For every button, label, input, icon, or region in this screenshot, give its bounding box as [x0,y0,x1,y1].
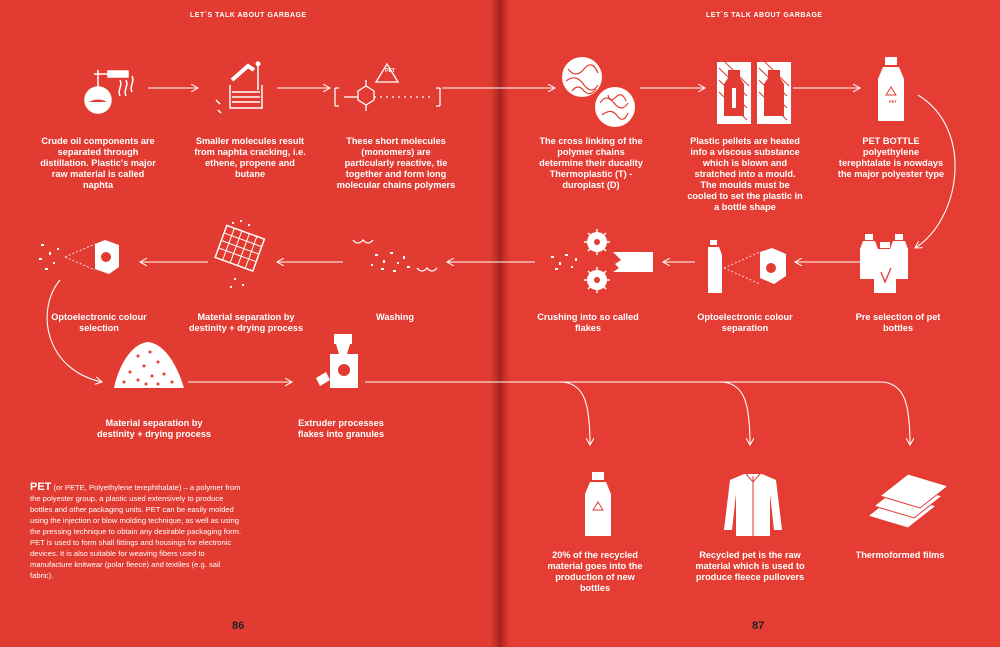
caption-crude-oil: Crude oil components are separated through distillation. Plastic's major raw material is called naphta [40,136,156,190]
new-pet-bottle-icon [580,470,616,540]
pet-description-text: (or PETE, Polyethylene terephthalate) – a polymer from the polyester group, a plastic used extensively to produce bottles and other packaging units. PET can be easily molded using the injection or blow molding technique, as well as using the pressing technique to obtain any desirable packaging form. PET is used to form shall fittings and housings for electronic devices. It is also suitable for weaving fibers used to manufacture knitwear (polar fleece) and textiles (e.g. sail fabric). [30,483,242,580]
caption-material-separation-1: Material separation by destinity + drying process [188,312,304,333]
caption-preselection: Pre selection of pet bottles [855,312,941,333]
caption-crushing: Crushing into so called flakes [537,312,639,333]
arrow-14 [365,382,590,445]
caption-opto-left: Optoelectronic colour selection [51,312,147,333]
caption-pullovers: Recycled pet is the raw material which is used to produce fleece pullovers [695,550,805,582]
pet-description-lead: PET [30,481,52,493]
right-running-header: LET`S TALK ABOUT GARBAGE [706,12,823,19]
sieve-grid-icon [212,218,272,293]
granule-heap-icon [108,338,188,393]
polymer-circles-icon [560,55,645,130]
pet-bottle-icon [872,55,912,125]
caption-cross-linking: The cross linking of the polymer chains determine their ducality Thermoplastic (T) - duroplast (D) [539,136,643,190]
caption-material-separation-2: Material separation by destinity + drying process [96,418,212,439]
crusher-icon [545,228,660,296]
caption-pellets: Plastic pellets are heated info a viscous substance which is blown and stratched into a mould. The moulds must be cooled to set the plastic in a bottle shape [687,136,803,212]
caption-films: Thermoformed films [855,550,945,560]
caption-naphta-cracking: Smaller molecules result from naphta cracking, i.e. ethene, propene and butane [194,136,306,179]
distillation-flask-icon [80,62,150,117]
caption-monomers: These short molecules (monomers) are particularly reactive, tie together and form long molecular chains polymers [336,136,456,190]
film-sheets-icon [862,472,952,532]
color-sensor-icon-right [708,238,788,298]
caption-washing: Washing [376,312,414,322]
mould-icon [715,58,795,128]
beaker-icon [210,60,280,115]
extruder-icon [312,330,362,392]
caption-pet-bottle: PET BOTTLE polyethylene terephtalate is nowdays the major polyester type [837,136,945,179]
caption-extruder: Extruder processes flakes into granules [297,418,385,439]
caption-new-bottles: 20% of the recycled material goes into the production of new bottles [547,550,643,593]
caption-opto-right: Optoelectronic colour separation [697,312,793,333]
color-sensor-icon-left [35,232,125,282]
water-waves-icon [345,232,445,282]
pet-description [30,482,245,581]
pet-symbol-text: PET [385,68,395,74]
left-running-header: LET`S TALK ABOUT GARBAGE [190,12,307,19]
page-number-right: 87 [752,620,765,632]
bottles-group-icon [855,232,925,294]
pet-recycle-molecule-icon [330,58,445,118]
fleece-pullover-icon [718,470,788,540]
page-number-left: 86 [232,620,245,632]
pet-bottle-symbol-text: PET [889,99,897,104]
